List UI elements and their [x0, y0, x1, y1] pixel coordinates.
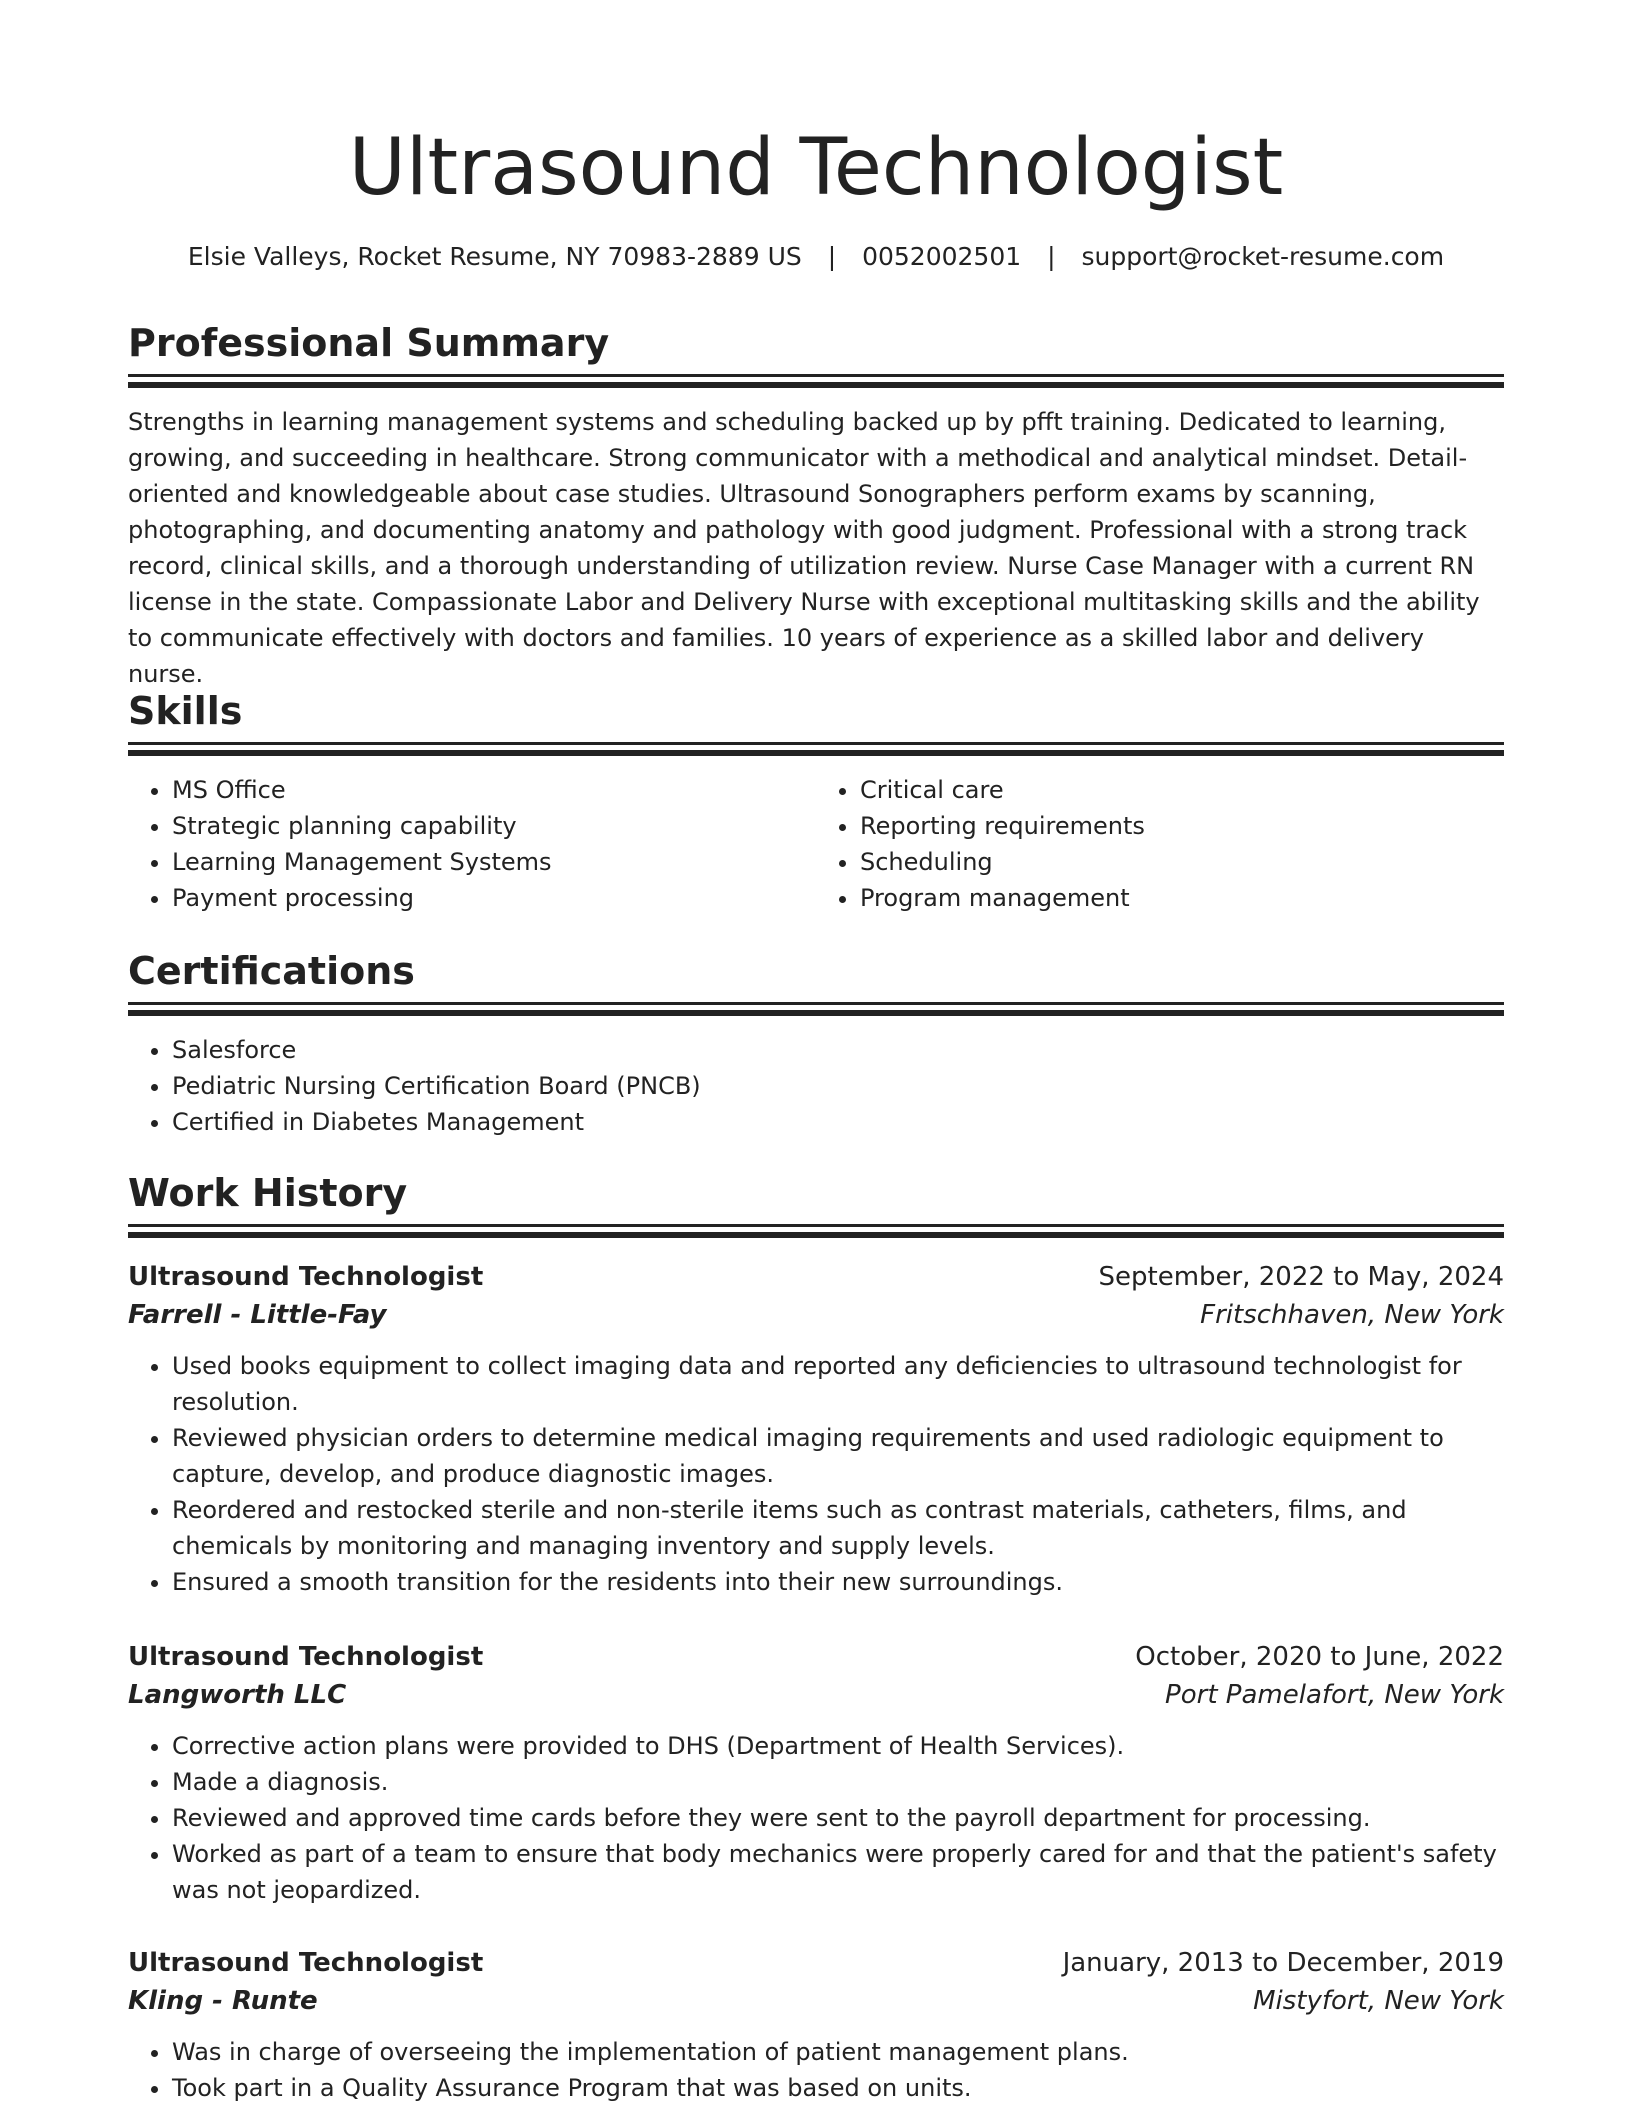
- job-entry: [128, 1258, 1504, 1600]
- job-location: Fritschhaven, New York: [1200, 1300, 1504, 1330]
- certifications-list: [128, 1032, 1504, 1140]
- skills-section: [128, 686, 1504, 916]
- section-rule-thick: [128, 1010, 1504, 1016]
- skill-item: • Critical care: [860, 772, 1504, 808]
- job-bullet: • Was in charge of overseeing the implementation of patient management plans.: [172, 2034, 1504, 2070]
- section-rule: [128, 374, 1504, 377]
- section-rule: [128, 1002, 1504, 1005]
- contact-separator: |: [827, 242, 837, 271]
- skill-item: • Payment processing: [172, 880, 816, 916]
- certification-item: • Salesforce: [172, 1032, 1504, 1068]
- job-company: Langworth LLC: [128, 1680, 347, 1710]
- skills-columns: [128, 772, 1504, 916]
- skill-item: • Scheduling: [860, 844, 1504, 880]
- job-company: Farrell - Little-Fay: [128, 1300, 387, 1330]
- section-rule-thick: [128, 382, 1504, 388]
- job-dates: January, 2013 to December, 2019: [1062, 1948, 1504, 1978]
- contact-separator: |: [1047, 242, 1056, 271]
- work-section: [128, 1168, 1504, 1238]
- job-bullet: • Worked as part of a team to ensure that body mechanics were properly cared for and that the patient's safety was not jeopardized.: [172, 1836, 1504, 1908]
- job-dates: September, 2022 to May, 2024: [1098, 1262, 1504, 1292]
- job-title: Ultrasound Technologist: [128, 1642, 484, 1672]
- contact-address: Elsie Valleys, Rocket Resume, NY 70983-2889 US: [187, 242, 802, 271]
- summary-heading: Professional Summary: [128, 321, 610, 365]
- summary-section: [128, 318, 1504, 692]
- work-heading: Work History: [128, 1171, 408, 1215]
- certifications-section: [128, 946, 1504, 1140]
- job-bullet: • Took part in a Quality Assurance Program that was based on units.: [172, 2070, 1504, 2106]
- summary-text: Strengths in learning management systems and scheduling backed up by pfft training. Dedicated to learning, growing, and succeeding in healthcare. Strong communicator with a methodical and analytical mindset. Detail-oriented and knowledgeable about case studies. Ultrasound Sonographers perform exams by scanning, photographing, and documenting anatomy and pathology with good judgment. Professional with a strong track record, clinical skills, and a thorough understanding of utilization review. Nurse Case Manager with a current RN license in the state. Compassionate Labor and Delivery Nurse with exceptional multitasking skills and the ability to communicate effectively with doctors and families. 10 years of experience as a skilled labor and delivery nurse.: [128, 408, 1480, 688]
- job-bullet: • Reordered and restocked sterile and non-sterile items such as contrast materials, catheters, films, and chemicals by monitoring and managing inventory and supply levels.: [172, 1492, 1504, 1564]
- contact-line: [128, 240, 1504, 274]
- certification-item: • Certified in Diabetes Management: [172, 1104, 1504, 1140]
- skills-list-left: [128, 772, 816, 916]
- job-company: Kling - Runte: [128, 1986, 318, 2016]
- section-rule: [128, 742, 1504, 745]
- section-rule-thick: [128, 750, 1504, 756]
- job-title: Ultrasound Technologist: [128, 1262, 484, 1292]
- job-dates: October, 2020 to June, 2022: [1135, 1642, 1504, 1672]
- section-rule-thick: [128, 1232, 1504, 1238]
- job-title: Ultrasound Technologist: [128, 1948, 484, 1978]
- certifications-heading: Certifications: [128, 949, 415, 993]
- section-rule: [128, 1224, 1504, 1227]
- job-bullet: • Made a diagnosis.: [172, 1764, 1504, 1800]
- skills-heading: Skills: [128, 689, 243, 733]
- job-location: Port Pamelafort, New York: [1165, 1680, 1504, 1710]
- job-bullet: • Ensured a smooth transition for the residents into their new surroundings.: [172, 1564, 1504, 1600]
- skill-item: • Learning Management Systems: [172, 844, 816, 880]
- resume-title: Ultrasound Technologist: [348, 123, 1284, 213]
- job-bullets: [128, 2034, 1504, 2106]
- skill-item: • Strategic planning capability: [172, 808, 816, 844]
- job-bullets: [128, 1348, 1504, 1600]
- skill-item: • MS Office: [172, 772, 816, 808]
- contact-phone: 0052002501: [862, 242, 1022, 271]
- job-entry: [128, 1944, 1504, 2106]
- job-bullet: • Reviewed physician orders to determine medical imaging requirements and used radiologic equipment to capture, develop, and produce diagnostic images.: [172, 1420, 1504, 1492]
- skills-list-right: [816, 772, 1504, 916]
- contact-email: support@rocket-resume.com: [1081, 242, 1445, 271]
- job-entry: [128, 1638, 1504, 1908]
- job-location: Mistyfort, New York: [1253, 1986, 1504, 2016]
- job-bullet: • Reviewed and approved time cards before they were sent to the payroll department for processing.: [172, 1800, 1504, 1836]
- job-bullet: • Used books equipment to collect imaging data and reported any deficiencies to ultrasound technologist for resolution.: [172, 1348, 1504, 1420]
- certification-item: • Pediatric Nursing Certification Board (PNCB): [172, 1068, 1504, 1104]
- skill-item: • Reporting requirements: [860, 808, 1504, 844]
- skill-item: • Program management: [860, 880, 1504, 916]
- job-bullets: [128, 1728, 1504, 1908]
- job-bullet: • Corrective action plans were provided to DHS (Department of Health Services).: [172, 1728, 1504, 1764]
